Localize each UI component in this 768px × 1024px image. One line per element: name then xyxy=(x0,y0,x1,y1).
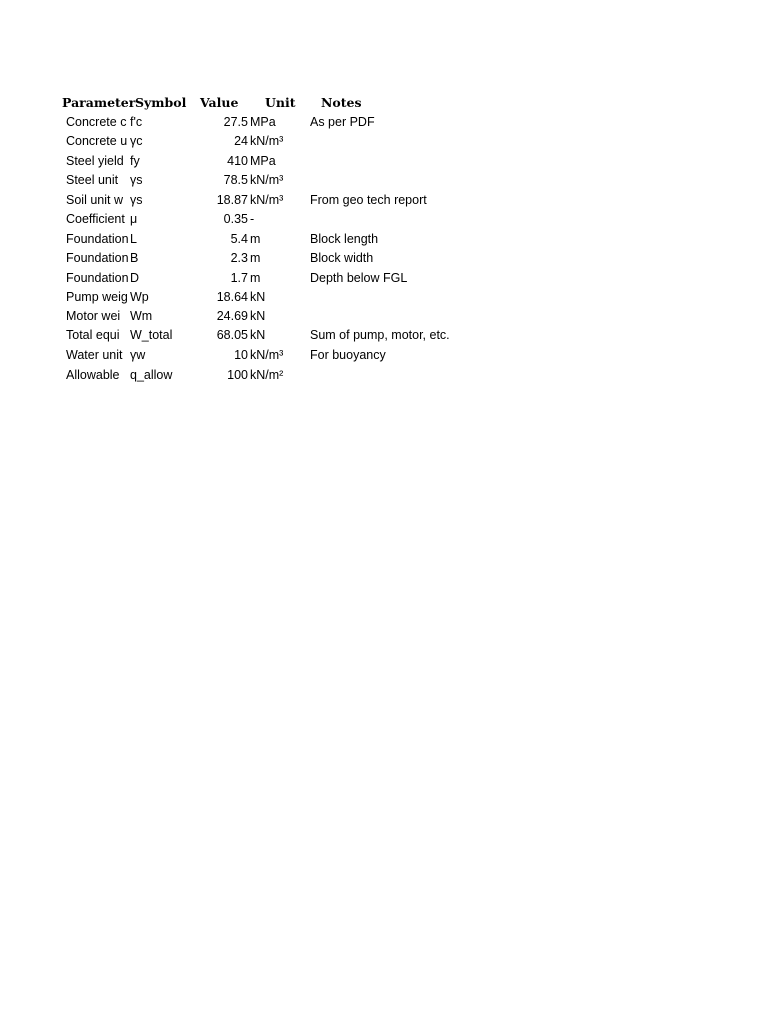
cell-parameter[interactable]: Soil unit w xyxy=(66,193,123,207)
cell-notes[interactable]: Depth below FGL xyxy=(310,271,408,285)
cell-symbol[interactable]: γs xyxy=(130,193,143,207)
cell-value[interactable]: 27.5 xyxy=(223,115,248,129)
cell-unit[interactable]: MPa xyxy=(250,115,276,129)
header-unit[interactable]: Unit xyxy=(265,95,296,110)
cell-unit[interactable]: MPa xyxy=(250,154,276,168)
header-parameter[interactable]: Parameter xyxy=(62,95,136,110)
cell-symbol[interactable]: Wp xyxy=(130,290,149,304)
cell-notes[interactable] xyxy=(310,289,510,305)
cell-symbol[interactable]: q_allow xyxy=(130,368,173,382)
cell-value[interactable]: 410 xyxy=(227,154,248,168)
cell-unit[interactable]: m xyxy=(250,271,261,285)
cell-symbol[interactable]: B xyxy=(130,251,139,265)
cell-notes[interactable] xyxy=(310,172,510,188)
cell-notes[interactable]: For buoyancy xyxy=(310,348,386,362)
cell-parameter[interactable]: Total equi xyxy=(66,328,120,342)
cell-value[interactable]: 18.87 xyxy=(216,193,248,207)
cell-value[interactable]: 5.4 xyxy=(230,232,248,246)
cell-value[interactable]: 78.5 xyxy=(223,173,248,187)
cell-parameter[interactable]: Steel unit xyxy=(66,173,119,187)
cell-unit[interactable]: kN/m³ xyxy=(250,173,284,187)
cell-notes[interactable] xyxy=(310,211,510,227)
cell-value[interactable]: 68.05 xyxy=(216,328,248,342)
cell-symbol[interactable]: fy xyxy=(130,154,140,168)
cell-value[interactable]: 0.35 xyxy=(223,212,248,226)
cell-notes[interactable] xyxy=(310,367,510,383)
cell-value[interactable]: 24 xyxy=(234,134,248,148)
cell-unit[interactable]: kN/m³ xyxy=(250,193,284,207)
cell-parameter[interactable]: Steel yield xyxy=(66,154,124,168)
cell-notes[interactable]: Block width xyxy=(310,251,374,265)
cell-value[interactable]: 100 xyxy=(227,368,248,382)
cell-symbol[interactable]: L xyxy=(130,232,137,246)
header-value[interactable]: Value xyxy=(200,95,239,110)
cell-value[interactable]: 10 xyxy=(234,348,248,362)
cell-parameter[interactable]: Pump weig xyxy=(66,290,128,304)
cell-parameter[interactable]: Coefficient xyxy=(66,212,125,226)
cell-unit[interactable]: kN xyxy=(250,290,266,304)
cell-unit[interactable]: m xyxy=(250,251,261,265)
cell-unit[interactable]: kN xyxy=(250,328,266,342)
header-symbol[interactable]: Symbol xyxy=(135,95,187,110)
cell-symbol[interactable]: μ xyxy=(130,212,138,226)
cell-symbol[interactable]: W_total xyxy=(130,328,173,342)
cell-unit[interactable]: kN/m³ xyxy=(250,348,284,362)
cell-notes[interactable]: From geo tech report xyxy=(310,193,427,207)
cell-value[interactable]: 24.69 xyxy=(216,309,248,323)
cell-unit[interactable]: - xyxy=(250,212,255,226)
cell-symbol[interactable]: γs xyxy=(130,173,143,187)
cell-parameter[interactable]: Water unit xyxy=(66,348,123,362)
cell-unit[interactable]: kN/m² xyxy=(250,368,284,382)
cell-symbol[interactable]: f'c xyxy=(130,115,143,129)
cell-notes[interactable] xyxy=(310,308,510,324)
cell-parameter[interactable]: Allowable xyxy=(66,368,120,382)
cell-parameter[interactable]: Foundation xyxy=(66,232,129,246)
header-notes[interactable]: Notes xyxy=(321,95,362,110)
cell-notes[interactable]: As per PDF xyxy=(310,115,375,129)
cell-symbol[interactable]: γw xyxy=(130,348,146,362)
cell-parameter[interactable]: Concrete c xyxy=(66,115,127,129)
cell-symbol[interactable]: D xyxy=(130,271,140,285)
cell-value[interactable]: 18.64 xyxy=(216,290,248,304)
cell-symbol[interactable]: Wm xyxy=(130,309,153,323)
cell-notes[interactable]: Block length xyxy=(310,232,379,246)
cell-value[interactable]: 2.3 xyxy=(230,251,248,265)
cell-notes[interactable] xyxy=(310,133,510,149)
cell-parameter[interactable]: Foundation xyxy=(66,251,129,265)
cell-unit[interactable]: kN xyxy=(250,309,266,323)
cell-parameter[interactable]: Foundation xyxy=(66,271,129,285)
cell-unit[interactable]: m xyxy=(250,232,261,246)
cell-unit[interactable]: kN/m³ xyxy=(250,134,284,148)
cell-symbol[interactable]: γc xyxy=(130,134,143,148)
cell-parameter[interactable]: Concrete u xyxy=(66,134,128,148)
cell-notes[interactable] xyxy=(310,153,510,169)
cell-parameter[interactable]: Motor wei xyxy=(66,309,121,323)
cell-value[interactable]: 1.7 xyxy=(230,271,248,285)
cell-notes[interactable]: Sum of pump, motor, etc. xyxy=(310,328,450,342)
